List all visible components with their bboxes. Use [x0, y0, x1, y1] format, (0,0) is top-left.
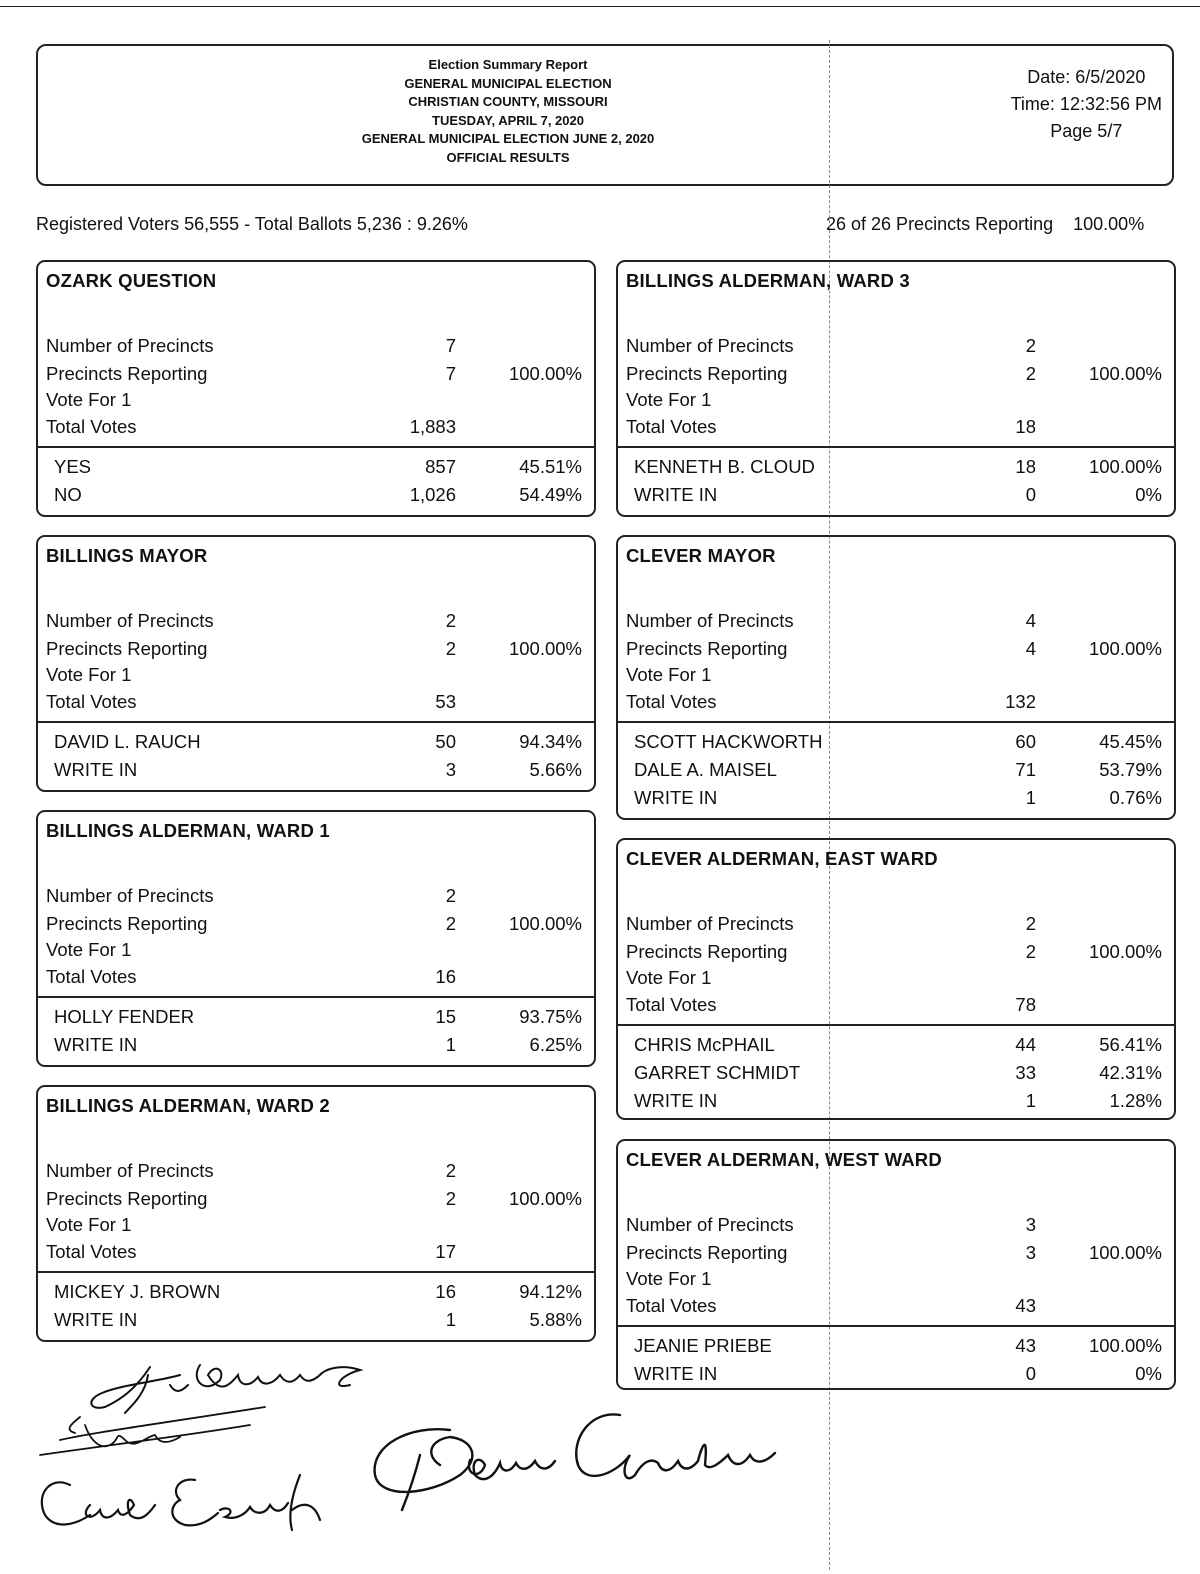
total-votes-row-count: 16 [435, 966, 456, 987]
precincts-reporting-row-label: Precincts Reporting [46, 363, 208, 384]
contest-title: BILLINGS MAYOR [46, 545, 208, 566]
vote-for-row-label: Vote For 1 [46, 1214, 132, 1235]
contest-title: CLEVER ALDERMAN, WEST WARD [626, 1149, 942, 1170]
contest-clever-mayor [616, 535, 1176, 820]
contest-billings-alderman-ward-3 [616, 260, 1176, 517]
candidate-row [626, 1060, 1168, 1086]
total-votes-row-label: Total Votes [626, 691, 717, 712]
candidate-row-label: WRITE IN [634, 1090, 718, 1111]
contest-title: CLEVER ALDERMAN, EAST WARD [626, 848, 938, 869]
precincts-reporting-row-percent: 100.00% [508, 1188, 582, 1209]
contest-billings-alderman-ward-1 [36, 810, 596, 1067]
candidate-row-count: 18 [1015, 456, 1036, 477]
precincts-reporting-row-percent: 100.00% [1088, 363, 1162, 384]
precincts-reporting-row [626, 939, 1168, 965]
contest-billings-mayor [36, 535, 596, 792]
election-name: GENERAL MUNICIPAL ELECTION [404, 75, 612, 91]
vote-for-row [46, 387, 588, 413]
election-subtitle: GENERAL MUNICIPAL ELECTION JUNE 2, 2020 [361, 131, 655, 146]
candidate-row [626, 1032, 1168, 1058]
registered-voters-summary: Registered Voters 56,555 - Total Ballots 5,236 : 9.26% [36, 214, 468, 234]
precincts-reporting-row-label: Precincts Reporting [626, 638, 788, 659]
candidate-row-percent: 56.41% [1099, 1034, 1162, 1055]
candidate-row-percent: 54.49% [519, 484, 582, 505]
candidate-row-percent: 45.51% [519, 456, 582, 477]
candidate-row-label: YES [54, 456, 92, 477]
candidate-row-count: 71 [1015, 759, 1036, 780]
total-votes-row [46, 1239, 588, 1265]
candidate-row-label: WRITE IN [54, 1034, 138, 1055]
vote-for-row-label: Vote For 1 [46, 939, 132, 960]
header-title-block [298, 56, 718, 167]
number-of-precincts-row-label: Number of Precincts [46, 335, 214, 356]
candidate-row-label: WRITE IN [634, 484, 718, 505]
precincts-reporting-row-percent: 100.00% [508, 638, 582, 659]
candidate-row-percent: 100.00% [1088, 1335, 1162, 1356]
results-divider [618, 1325, 1174, 1327]
number-of-precincts-row-count: 3 [1025, 1214, 1036, 1235]
number-of-precincts-row-count: 7 [445, 335, 456, 356]
number-of-precincts-row [626, 608, 1168, 634]
report-header [36, 44, 1174, 186]
signature-lin-russell [91, 1365, 360, 1413]
candidate-row [46, 1279, 588, 1305]
candidate-row-count: 60 [1015, 731, 1036, 752]
precincts-reporting-row-count: 2 [1025, 363, 1036, 384]
signature-bonna-graham [375, 1414, 775, 1510]
precincts-reporting-row-count: 2 [445, 1188, 456, 1209]
vote-for-row [46, 662, 588, 688]
total-votes-row-count: 18 [1015, 416, 1036, 437]
number-of-precincts-row [626, 333, 1168, 359]
number-of-precincts-row-label: Number of Precincts [46, 1160, 214, 1181]
vote-for-row [626, 662, 1168, 688]
candidate-row [626, 785, 1168, 811]
contest-billings-alderman-ward-2 [36, 1085, 596, 1342]
contest-clever-alderman-east-ward [616, 838, 1176, 1120]
results-status: OFFICIAL RESULTS [446, 149, 570, 165]
precincts-reporting-row [626, 361, 1168, 387]
vote-for-row [626, 965, 1168, 991]
number-of-precincts-row-label: Number of Precincts [626, 1214, 794, 1235]
candidate-row-percent: 5.88% [529, 1309, 582, 1330]
total-votes-row-count: 17 [435, 1241, 456, 1262]
vote-for-row [626, 1266, 1168, 1292]
candidate-row [626, 454, 1168, 480]
results-divider [618, 446, 1174, 448]
candidate-row-percent: 0% [1135, 1363, 1162, 1384]
precincts-reporting-row [626, 636, 1168, 662]
precincts-reporting-row-count: 2 [445, 913, 456, 934]
report-date: Date: 6/5/2020 [1027, 67, 1146, 87]
precincts-reporting-row-count: 2 [445, 638, 456, 659]
total-votes-row-label: Total Votes [626, 416, 717, 437]
precincts-reporting-row [46, 1186, 588, 1212]
county-name: CHRISTIAN COUNTY, MISSOURI [408, 94, 608, 109]
vote-for-row [46, 1212, 588, 1238]
total-votes-row-label: Total Votes [46, 691, 137, 712]
number-of-precincts-row-count: 2 [1025, 335, 1036, 356]
candidate-row-percent: 100.00% [1088, 456, 1162, 477]
candidate-row [46, 757, 588, 783]
signature-initials [40, 1407, 265, 1455]
number-of-precincts-row [46, 883, 588, 909]
candidate-row-label: GARRET SCHMIDT [634, 1062, 801, 1083]
number-of-precincts-row-label: Number of Precincts [46, 610, 214, 631]
candidate-row-count: 1 [1025, 787, 1036, 808]
candidate-row [626, 757, 1168, 783]
candidate-row-count: 44 [1015, 1034, 1036, 1055]
candidate-row-percent: 94.34% [519, 731, 582, 752]
precincts-reporting-row-label: Precincts Reporting [46, 1188, 208, 1209]
precincts-reporting-row-label: Precincts Reporting [46, 913, 208, 934]
total-votes-row-count: 53 [435, 691, 456, 712]
candidate-row-count: 16 [435, 1281, 456, 1302]
candidate-row-percent: 5.66% [529, 759, 582, 780]
candidate-row [46, 1004, 588, 1030]
candidate-row [46, 1032, 588, 1058]
candidate-row-count: 0 [1025, 484, 1036, 505]
precincts-reporting-pct: 100.00% [1073, 214, 1145, 234]
candidate-row-label: WRITE IN [54, 1309, 138, 1330]
candidate-row-count: 0 [1025, 1363, 1036, 1384]
precincts-reporting-row-percent: 100.00% [508, 363, 582, 384]
candidate-row-percent: 6.25% [529, 1034, 582, 1055]
number-of-precincts-row-label: Number of Precincts [46, 885, 214, 906]
total-votes-row-label: Total Votes [46, 1241, 137, 1262]
precincts-reporting-row-count: 3 [1025, 1242, 1036, 1263]
candidate-row-label: DALE A. MAISEL [634, 759, 777, 780]
candidate-row-label: KENNETH B. CLOUD [634, 456, 815, 477]
signature-carle-essick [42, 1475, 320, 1530]
candidate-row-count: 1 [445, 1309, 456, 1330]
candidate-row [46, 1307, 588, 1333]
total-votes-row [46, 964, 588, 990]
candidate-row [46, 454, 588, 480]
vote-for-row [626, 387, 1168, 413]
signatures [30, 1345, 870, 1555]
precincts-reporting-row-percent: 100.00% [508, 913, 582, 934]
number-of-precincts-row [626, 911, 1168, 937]
header-meta [1011, 64, 1162, 145]
precincts-reporting-row-count: 4 [1025, 638, 1036, 659]
vote-for-row-label: Vote For 1 [626, 967, 712, 988]
candidate-row-count: 15 [435, 1006, 456, 1027]
candidate-row-label: HOLLY FENDER [54, 1006, 195, 1027]
precincts-reporting-row-percent: 100.00% [1088, 1242, 1162, 1263]
number-of-precincts-row-count: 2 [1025, 913, 1036, 934]
candidate-row-label: WRITE IN [54, 759, 138, 780]
candidate-row-label: MICKEY J. BROWN [54, 1281, 221, 1302]
results-divider [38, 996, 594, 998]
candidate-row-count: 3 [445, 759, 456, 780]
total-votes-row-count: 43 [1015, 1295, 1036, 1316]
precincts-reporting-row-percent: 100.00% [1088, 638, 1162, 659]
precincts-reporting-text: 26 of 26 Precincts Reporting [826, 214, 1054, 234]
candidate-row-label: WRITE IN [634, 787, 718, 808]
total-votes-row [626, 992, 1168, 1018]
contest-title: BILLINGS ALDERMAN, WARD 1 [46, 820, 330, 841]
number-of-precincts-row-count: 2 [445, 610, 456, 631]
precincts-reporting-row-percent: 100.00% [1088, 941, 1162, 962]
candidate-row-percent: 42.31% [1099, 1062, 1162, 1083]
precincts-reporting-row-count: 7 [445, 363, 456, 384]
candidate-row [626, 482, 1168, 508]
number-of-precincts-row-count: 4 [1025, 610, 1036, 631]
page-number: Page 5/7 [1050, 121, 1123, 141]
candidate-row [46, 482, 588, 508]
results-divider [38, 446, 594, 448]
number-of-precincts-row [46, 1158, 588, 1184]
candidate-row-count: 1,026 [409, 484, 456, 505]
election-date: TUESDAY, APRIL 7, 2020 [432, 112, 584, 128]
candidate-row-percent: 0.76% [1109, 787, 1162, 808]
results-divider [38, 721, 594, 723]
precincts-reporting-row [46, 911, 588, 937]
candidate-row-label: CHRIS McPHAIL [634, 1034, 775, 1055]
precincts-reporting-row-label: Precincts Reporting [626, 363, 788, 384]
number-of-precincts-row-count: 2 [445, 885, 456, 906]
number-of-precincts-row [46, 333, 588, 359]
precincts-reporting-row-label: Precincts Reporting [46, 638, 208, 659]
total-votes-row-count: 1,883 [409, 416, 456, 437]
vote-for-row-label: Vote For 1 [626, 664, 712, 685]
candidate-row-percent: 1.28% [1109, 1090, 1162, 1111]
candidate-row-label: DAVID L. RAUCH [54, 731, 201, 752]
contest-ozark-question [36, 260, 596, 517]
contest-title: CLEVER MAYOR [626, 545, 776, 566]
candidate-row-count: 1 [445, 1034, 456, 1055]
total-votes-row [626, 1293, 1168, 1319]
total-votes-row-label: Total Votes [46, 966, 137, 987]
candidate-row-percent: 45.45% [1099, 731, 1162, 752]
vote-for-row-label: Vote For 1 [46, 389, 132, 410]
precincts-reporting-row-label: Precincts Reporting [626, 941, 788, 962]
precincts-reporting-row [46, 636, 588, 662]
vote-for-row [46, 937, 588, 963]
candidate-row-count: 1 [1025, 1090, 1036, 1111]
number-of-precincts-row-count: 2 [445, 1160, 456, 1181]
number-of-precincts-row [46, 608, 588, 634]
total-votes-row-label: Total Votes [626, 994, 717, 1015]
number-of-precincts-row-label: Number of Precincts [626, 335, 794, 356]
total-votes-row [46, 414, 588, 440]
report-title: Election Summary Report [428, 57, 588, 72]
candidate-row-label: JEANIE PRIEBE [634, 1335, 772, 1356]
number-of-precincts-row-label: Number of Precincts [626, 610, 794, 631]
precincts-reporting-row-count: 2 [1025, 941, 1036, 962]
candidate-row [626, 1088, 1168, 1114]
contest-title: BILLINGS ALDERMAN, WARD 3 [626, 270, 910, 291]
precincts-reporting-row [626, 1240, 1168, 1266]
total-votes-row [46, 689, 588, 715]
candidate-row-count: 857 [425, 456, 456, 477]
candidate-row-count: 33 [1015, 1062, 1036, 1083]
precincts-summary [826, 214, 1144, 235]
total-votes-row [626, 414, 1168, 440]
contest-title: OZARK QUESTION [46, 270, 217, 291]
candidate-row-label: WRITE IN [634, 1363, 718, 1384]
number-of-precincts-row-label: Number of Precincts [626, 913, 794, 934]
candidate-row-label: SCOTT HACKWORTH [634, 731, 823, 752]
candidate-row-percent: 53.79% [1099, 759, 1162, 780]
contest-title: BILLINGS ALDERMAN, WARD 2 [46, 1095, 330, 1116]
candidate-row-label: NO [54, 484, 82, 505]
vote-for-row-label: Vote For 1 [626, 389, 712, 410]
results-divider [38, 1271, 594, 1273]
candidate-row [46, 729, 588, 755]
report-time: Time: 12:32:56 PM [1010, 94, 1162, 114]
vote-for-row-label: Vote For 1 [626, 1268, 712, 1289]
total-votes-row-count: 132 [1005, 691, 1036, 712]
results-divider [618, 721, 1174, 723]
top-rule [0, 6, 1200, 7]
candidate-row-percent: 94.12% [519, 1281, 582, 1302]
vote-for-row-label: Vote For 1 [46, 664, 132, 685]
total-votes-row-label: Total Votes [46, 416, 137, 437]
candidate-row [626, 729, 1168, 755]
candidate-row-percent: 93.75% [519, 1006, 582, 1027]
precincts-reporting-row-label: Precincts Reporting [626, 1242, 788, 1263]
total-votes-row [626, 689, 1168, 715]
candidate-row-count: 50 [435, 731, 456, 752]
results-divider [618, 1024, 1174, 1026]
total-votes-row-label: Total Votes [626, 1295, 717, 1316]
precincts-reporting-row [46, 361, 588, 387]
candidate-row-count: 43 [1015, 1335, 1036, 1356]
candidate-row-percent: 0% [1135, 484, 1162, 505]
total-votes-row-count: 78 [1015, 994, 1036, 1015]
number-of-precincts-row [626, 1212, 1168, 1238]
